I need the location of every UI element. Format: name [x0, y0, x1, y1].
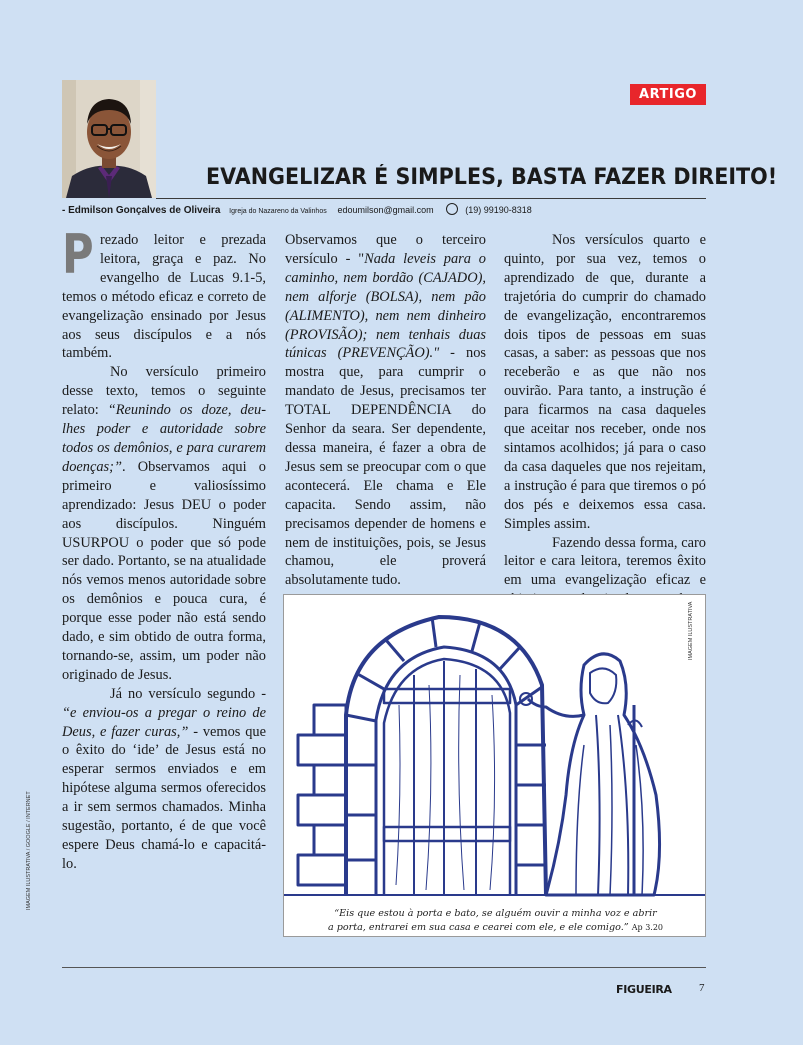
- paragraph-4-intro: Observamos que o terceiro versículo - ": [285, 232, 486, 267]
- author-email[interactable]: edoumilson@gmail.com: [337, 205, 434, 215]
- caption-line-2: [284, 921, 706, 935]
- page-number: 7: [699, 982, 705, 994]
- jesus-at-door-illustration: [284, 595, 706, 905]
- article-headline: EVANGELIZAR É SIMPLES, BASTA FAZER DIREITO!: [206, 165, 778, 190]
- caption-reference: Ap 3.20: [631, 923, 664, 932]
- side-image-credit: [26, 770, 36, 910]
- caption-line-1: “Eis que estou à porta e bato, se alguém ouvir a minha voz e abrir: [334, 908, 657, 919]
- paragraph-2-text: . Observamos aqui o primeiro e valiosíssimo aprendizado: Jesus DEU o poder aos discípulos. Ninguém USURPOU o poder que só pode ser dado. Portanto, se na atualidade nós vemos menos autoridade sobre os demônios e pouca cura, é porque esse poder não está sendo dado, e sim obtido de outra forma, tornando-se, assim, um poder não originado de Jesus.: [62, 458, 266, 683]
- illustration-figure: [283, 594, 706, 937]
- paragraph-4-quote: Nada leveis para o caminho, nem bordão (CAJADO), nem alforje (BOLSA), nem pão (ALIMENTO), nem nem dinheiro (PROVISÃO); nem tenhais duas túnicas (PREVENÇÃO).": [285, 250, 486, 362]
- paragraph-4-text: - nos mostra que, para cumprir o mandato de Jesus, precisamos ter TOTAL DEPENDÊNCIA do Senhor da seara. Ser dependente, dessa maneira, é fazer a obra de Jesus sem se preocupar com o que acontecerá. Ele chama e Ele capacita. Sendo assim, não precisamos depender de homens e nem de instituições, pois, se Jesus chamou, ele proverá absolutamente tudo.: [285, 345, 486, 589]
- paragraph-3-text: - vemos que o êxito do ‘ide’ de Jesus está no esperar sermos enviados e em hipótese alguma sermos oferecidos a ir sem sermos chamados. Minha sugestão, portanto, é de que você espere Deus chamá-lo e capacitá-lo.: [62, 723, 266, 872]
- author-photo: [62, 80, 156, 198]
- figure-caption: [284, 907, 706, 935]
- paragraph-6: Fazendo dessa forma, caro leitor e cara leitora, teremos êxito em uma evangelização eficaz e: [504, 534, 706, 589]
- author-phone[interactable]: (19) 99190-8318: [465, 205, 532, 215]
- paragraph-2: [62, 363, 266, 684]
- article-column-2: [285, 231, 486, 590]
- footer-divider: [62, 967, 706, 968]
- paragraph-1-text: rezado leitor e prezada leitora, graça e paz. No evangelho de Lucas 9.1-5, temos o método eficaz e correto de evangelização ensinado por Jesus aos seus discípulos e a nós também.: [62, 232, 266, 362]
- figure-credit: [688, 600, 698, 720]
- paragraph-1: [62, 223, 266, 363]
- headline-divider: [156, 198, 706, 199]
- whatsapp-icon: [446, 203, 458, 215]
- magazine-brand: FIGUEIRA: [616, 983, 672, 996]
- byline: [62, 203, 532, 217]
- section-tag: ARTIGO: [630, 84, 706, 105]
- caption-line-2-text: a porta, entrarei em sua casa e cearei com ele, e ele comigo.”: [327, 922, 629, 933]
- paragraph-2-intro: No versículo primeiro desse texto, temos o seguinte relato:: [62, 364, 266, 419]
- figure-credit-text: IMAGEM ILUSTRATIVA: [688, 601, 694, 660]
- drop-cap: P: [62, 223, 94, 286]
- paragraph-5: Nos versículos quarto e quinto, por sua vez, temos o aprendizado de que, durante a trajetória do cumprir do chamado de evangelização, encontraremos dois tipos de pessoas em suas casas, a saber: as pessoas que nos receberão e as que não nos ouvirão. Para tanto, a instrução é para ficarmos na casa daqueles que aceitar nos receber, onde nos sintamos acolhidos; já para o caso da casa daqueles que nos rejeitam, a instrução é para que tiremos o pó dos pés e deixemos essa casa. Simples assim.: [504, 232, 706, 532]
- paragraph-3-quote: “e enviou-os a pregar o reino de Deus, e fazer curas,”: [62, 704, 266, 740]
- paragraph-3: [62, 685, 266, 874]
- author-church: Igreja do Nazareno da Valinhos: [229, 208, 327, 215]
- side-image-credit-text: IMAGEM ILUSTRATIVA / GOOGLE / INTERNET: [26, 791, 32, 910]
- paragraph-3-intro: Já no versículo segundo -: [110, 685, 266, 702]
- paragraph-4: [285, 231, 486, 590]
- paragraph-2-quote: “Reunindo os doze, deu-lhes poder e autoridade sobre todos os demônios, e para curarem doenças;”: [62, 402, 267, 475]
- article-column-1: [62, 223, 267, 874]
- author-name: - Edmilson Gonçalves de Oliveira: [62, 205, 221, 216]
- author-portrait-icon: [62, 80, 156, 198]
